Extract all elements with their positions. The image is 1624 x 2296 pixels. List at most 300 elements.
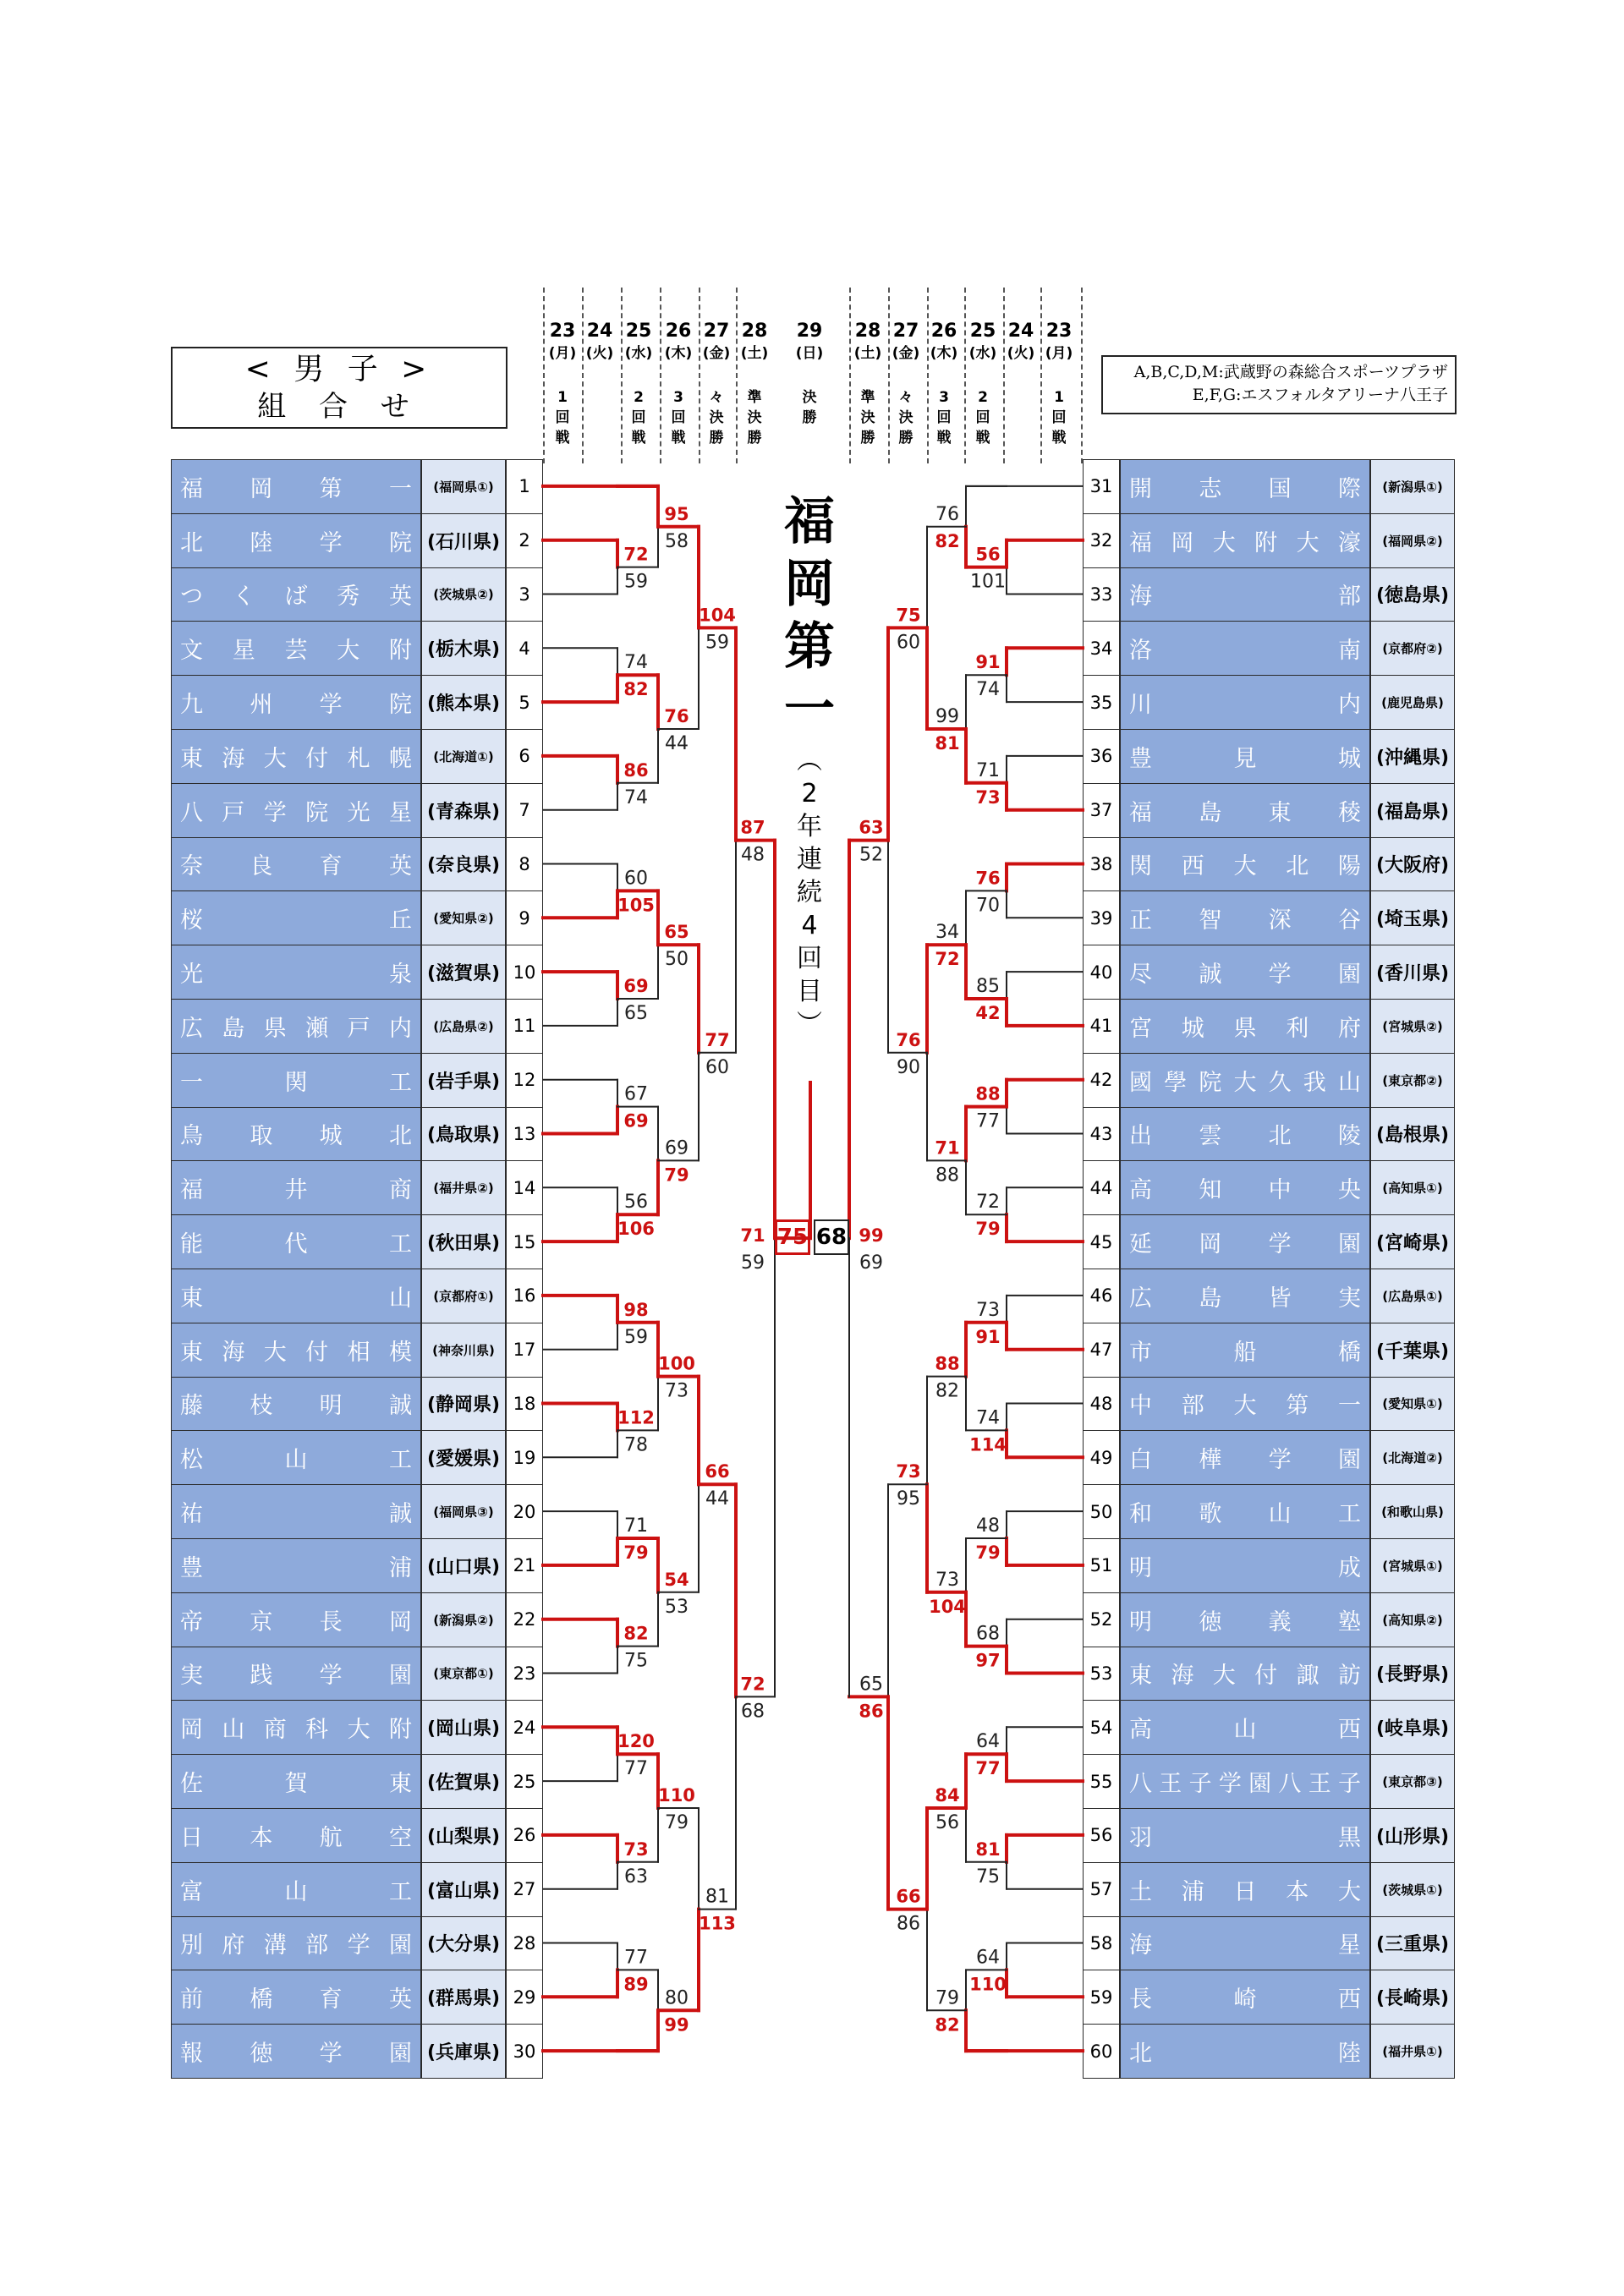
round-label: 3 回 戦 xyxy=(671,389,686,447)
team-prefecture: (岩手県) xyxy=(421,1053,506,1108)
team-prefecture: (静岡県) xyxy=(421,1377,506,1432)
score-label: 104 xyxy=(699,605,736,626)
score-label: 105 xyxy=(617,895,655,916)
team-prefecture: (京都府①) xyxy=(421,1269,506,1323)
score-label: 82 xyxy=(623,1623,649,1644)
score-label: 63 xyxy=(624,1866,648,1888)
score-label: 104 xyxy=(929,1596,966,1617)
score-label: 60 xyxy=(897,632,920,654)
score-label: 52 xyxy=(859,844,883,866)
team-number: 18 xyxy=(506,1377,543,1432)
team-prefecture: (福島県) xyxy=(1370,783,1455,838)
date-day: 24 xyxy=(586,321,613,342)
team-prefecture: (茨城県①) xyxy=(1370,1862,1455,1917)
team-number: 11 xyxy=(506,999,543,1054)
team-number: 30 xyxy=(506,2024,543,2079)
team-prefecture: (島根県) xyxy=(1370,1107,1455,1162)
score-label: 66 xyxy=(705,1461,730,1482)
round-label: 2 回 戦 xyxy=(975,389,990,447)
team-number: 50 xyxy=(1083,1484,1120,1539)
score-label: 95 xyxy=(664,503,689,524)
team-prefecture: (山形県) xyxy=(1370,1808,1455,1863)
score-label: 79 xyxy=(975,1543,1001,1563)
team-number: 60 xyxy=(1083,2024,1120,2079)
date-weekday: (木) xyxy=(664,345,693,362)
score-label: 95 xyxy=(897,1488,920,1510)
team-prefecture: (新潟県①) xyxy=(1370,459,1455,514)
score-label: 69 xyxy=(623,976,649,996)
team-number: 2 xyxy=(506,513,543,568)
score-label: 59 xyxy=(624,571,648,593)
score-label: 79 xyxy=(623,1543,649,1563)
team-number: 32 xyxy=(1083,513,1120,568)
team-name: 桜 丘 xyxy=(171,890,421,945)
round-label: 々 決 勝 xyxy=(898,389,914,447)
team-number: 36 xyxy=(1083,729,1120,784)
score-label: 73 xyxy=(623,1838,649,1860)
team-name: 宮 城 県 利 府 xyxy=(1120,999,1370,1054)
score-label: 42 xyxy=(975,1003,1001,1023)
date-day: 27 xyxy=(892,321,919,342)
team-number: 25 xyxy=(506,1754,543,1809)
date-day: 24 xyxy=(1007,321,1034,342)
date-day: 26 xyxy=(665,321,692,342)
team-name: 海 部 xyxy=(1120,567,1370,622)
score-label: 88 xyxy=(975,1083,1001,1104)
team-number: 26 xyxy=(506,1808,543,1863)
team-name: 八 戸 学 院 光 星 xyxy=(171,783,421,838)
score-label: 86 xyxy=(623,759,649,781)
team-number: 22 xyxy=(506,1592,543,1647)
score-label: 60 xyxy=(705,1056,729,1078)
final-left-score: 75 xyxy=(775,1219,810,1255)
team-number: 39 xyxy=(1083,890,1120,945)
team-name: つ く ば 秀 英 xyxy=(171,567,421,622)
team-name: 川 内 xyxy=(1120,675,1370,730)
team-prefecture: (神奈川県) xyxy=(421,1323,506,1378)
score-label: 86 xyxy=(859,1701,884,1722)
score-label: 91 xyxy=(975,652,1001,673)
score-label: 63 xyxy=(859,817,884,838)
score-label: 72 xyxy=(740,1674,765,1695)
score-label: 72 xyxy=(935,949,960,970)
team-name: 日 本 航 空 xyxy=(171,1808,421,1863)
score-label: 48 xyxy=(976,1515,1000,1537)
score-label: 69 xyxy=(623,1110,649,1132)
team-number: 24 xyxy=(506,1700,543,1755)
team-prefecture: (三重県) xyxy=(1370,1916,1455,1971)
date-day: 26 xyxy=(930,321,957,342)
team-prefecture: (東京都①) xyxy=(421,1647,506,1701)
team-number: 33 xyxy=(1083,567,1120,622)
team-prefecture: (愛知県①) xyxy=(1370,1377,1455,1432)
team-number: 12 xyxy=(506,1053,543,1108)
score-label: 71 xyxy=(624,1515,648,1537)
team-number: 35 xyxy=(1083,675,1120,730)
team-name: 岡 山 商 科 大 附 xyxy=(171,1700,421,1755)
score-label: 81 xyxy=(975,1838,1001,1860)
score-label: 112 xyxy=(617,1407,655,1428)
score-label: 79 xyxy=(665,1812,689,1833)
score-label: 110 xyxy=(658,1785,695,1806)
team-name: 延 岡 学 園 xyxy=(1120,1214,1370,1269)
round-label: 2 回 戦 xyxy=(631,389,646,447)
team-name: 文 星 芸 大 附 xyxy=(171,621,421,676)
score-label: 78 xyxy=(624,1434,648,1456)
score-label: 81 xyxy=(705,1886,729,1908)
team-name: 八 王 子 学 園 八 王 子 xyxy=(1120,1754,1370,1809)
team-name: 海 星 xyxy=(1120,1916,1370,1971)
date-weekday: (金) xyxy=(892,345,920,362)
team-name: 佐 賀 東 xyxy=(171,1754,421,1809)
date-weekday: (水) xyxy=(624,345,653,362)
team-prefecture: (長野県) xyxy=(1370,1647,1455,1701)
score-label: 68 xyxy=(976,1623,1000,1645)
score-label: 50 xyxy=(665,949,689,971)
team-number: 43 xyxy=(1083,1107,1120,1162)
team-number: 1 xyxy=(506,459,543,514)
score-label: 101 xyxy=(970,571,1006,593)
team-prefecture: (宮崎県) xyxy=(1370,1214,1455,1269)
team-name: 帝 京 長 岡 xyxy=(171,1592,421,1647)
team-name: 光 泉 xyxy=(171,945,421,1000)
team-prefecture: (宮城県②) xyxy=(1370,999,1455,1054)
team-number: 51 xyxy=(1083,1538,1120,1593)
team-prefecture: (沖縄県) xyxy=(1370,729,1455,784)
round-label: 準 決 勝 xyxy=(860,389,875,447)
team-number: 4 xyxy=(506,621,543,676)
team-name: 尽 誠 学 園 xyxy=(1120,945,1370,1000)
team-name: 國 學 院 大 久 我 山 xyxy=(1120,1053,1370,1108)
score-label: 76 xyxy=(975,868,1001,889)
score-label: 65 xyxy=(624,1003,648,1024)
team-prefecture: (福岡県①) xyxy=(421,459,506,514)
score-label: 75 xyxy=(896,605,921,626)
score-label: 82 xyxy=(935,2014,960,2036)
team-prefecture: (大分県) xyxy=(421,1916,506,1971)
team-number: 19 xyxy=(506,1430,543,1485)
final-right-score: 68 xyxy=(814,1219,849,1255)
score-label: 75 xyxy=(624,1650,648,1672)
team-prefecture: (北海道①) xyxy=(421,729,506,784)
team-number: 57 xyxy=(1083,1862,1120,1917)
team-number: 56 xyxy=(1083,1808,1120,1863)
team-prefecture: (福岡県③) xyxy=(421,1484,506,1539)
score-label: 81 xyxy=(935,733,960,753)
team-number: 20 xyxy=(506,1484,543,1539)
team-name: 明 成 xyxy=(1120,1538,1370,1593)
team-name: 土 浦 日 本 大 xyxy=(1120,1862,1370,1917)
score-label: 56 xyxy=(975,544,1001,565)
round-label: 々 決 勝 xyxy=(709,389,724,447)
team-prefecture: (富山県) xyxy=(421,1862,506,1917)
team-prefecture: (岡山県) xyxy=(421,1700,506,1755)
score-label: 114 xyxy=(969,1434,1007,1455)
score-label: 58 xyxy=(665,530,689,552)
team-name: 九 州 学 院 xyxy=(171,675,421,730)
score-label: 74 xyxy=(976,1407,1000,1429)
team-name: 奈 良 育 英 xyxy=(171,837,421,892)
score-label: 87 xyxy=(740,817,765,838)
score-label: 73 xyxy=(896,1461,921,1482)
team-name: 東 海 大 付 札 幌 xyxy=(171,729,421,784)
team-name: 松 山 工 xyxy=(171,1430,421,1485)
score-label: 99 xyxy=(859,1225,884,1247)
team-prefecture: (滋賀県) xyxy=(421,945,506,1000)
team-number: 49 xyxy=(1083,1430,1120,1485)
team-prefecture: (東京都②) xyxy=(1370,1053,1455,1108)
team-name: 東 海 大 付 相 模 xyxy=(171,1323,421,1378)
score-label: 89 xyxy=(623,1974,649,1995)
team-number: 6 xyxy=(506,729,543,784)
team-name: 福 島 東 稜 xyxy=(1120,783,1370,838)
team-prefecture: (兵庫県) xyxy=(421,2024,506,2079)
score-label: 71 xyxy=(976,759,1000,781)
team-name: 高 山 西 xyxy=(1120,1700,1370,1755)
team-prefecture: (香川県) xyxy=(1370,945,1455,1000)
score-label: 77 xyxy=(624,1758,648,1780)
team-name: 福 岡 大 附 大 濠 xyxy=(1120,513,1370,568)
round-label: 3 回 戦 xyxy=(936,389,952,447)
date-day: 28 xyxy=(741,321,768,342)
score-label: 72 xyxy=(623,544,649,565)
team-name: 実 践 学 園 xyxy=(171,1647,421,1701)
score-label: 69 xyxy=(859,1252,883,1274)
team-prefecture: (北海道②) xyxy=(1370,1430,1455,1485)
team-prefecture: (栃木県) xyxy=(421,621,506,676)
score-label: 77 xyxy=(705,1029,730,1050)
team-name: 前 橋 育 英 xyxy=(171,1970,421,2025)
team-number: 38 xyxy=(1083,837,1120,892)
team-number: 10 xyxy=(506,945,543,1000)
score-label: 113 xyxy=(699,1913,736,1934)
score-label: 88 xyxy=(935,1353,960,1374)
team-number: 21 xyxy=(506,1538,543,1593)
champion-note: ︵ 2 年 連 続 4 回 目 ︶ xyxy=(797,746,822,1039)
score-label: 85 xyxy=(976,976,1000,997)
score-label: 97 xyxy=(975,1650,1001,1671)
score-label: 69 xyxy=(665,1137,689,1159)
team-name: 出 雲 北 陵 xyxy=(1120,1107,1370,1162)
venue-line2: E,F,G:エスフォルタアリーナ八王子 xyxy=(1192,386,1448,404)
score-label: 59 xyxy=(705,632,729,654)
team-name: 福 岡 第 一 xyxy=(171,459,421,514)
team-name: 関 西 大 北 陽 xyxy=(1120,837,1370,892)
team-prefecture: (茨城県②) xyxy=(421,567,506,622)
champion-name: 福 岡 第 一 xyxy=(784,492,835,739)
team-number: 37 xyxy=(1083,783,1120,838)
team-name: 福 井 商 xyxy=(171,1160,421,1215)
date-weekday: (金) xyxy=(702,345,731,362)
score-label: 68 xyxy=(741,1701,765,1723)
title-line1: < 男 子 > xyxy=(244,352,434,386)
team-number: 27 xyxy=(506,1862,543,1917)
score-label: 77 xyxy=(975,1758,1001,1779)
score-label: 82 xyxy=(935,1380,959,1402)
score-label: 76 xyxy=(896,1029,921,1050)
date-weekday: (火) xyxy=(585,345,614,362)
score-label: 53 xyxy=(665,1596,689,1618)
score-label: 48 xyxy=(741,844,765,866)
team-prefecture: (愛知県②) xyxy=(421,890,506,945)
team-name: 北 陸 xyxy=(1120,2024,1370,2079)
team-number: 54 xyxy=(1083,1700,1120,1755)
team-prefecture: (新潟県②) xyxy=(421,1592,506,1647)
team-name: 正 智 深 谷 xyxy=(1120,890,1370,945)
team-number: 23 xyxy=(506,1647,543,1701)
score-label: 65 xyxy=(664,922,689,943)
round-label: 準 決 勝 xyxy=(747,389,762,447)
team-number: 7 xyxy=(506,783,543,838)
date-weekday: (土) xyxy=(853,345,882,362)
team-prefecture: (福岡県②) xyxy=(1370,513,1455,568)
date-day: 25 xyxy=(625,321,652,342)
team-name: 和 歌 山 工 xyxy=(1120,1484,1370,1539)
score-label: 84 xyxy=(935,1785,960,1806)
round-label: 1 回 戦 xyxy=(555,389,570,447)
score-label: 59 xyxy=(624,1326,648,1348)
score-label: 76 xyxy=(664,706,689,726)
team-number: 47 xyxy=(1083,1323,1120,1378)
team-number: 13 xyxy=(506,1107,543,1162)
team-prefecture: (青森県) xyxy=(421,783,506,838)
score-label: 71 xyxy=(740,1225,765,1247)
team-prefecture: (福井県①) xyxy=(1370,2024,1455,2079)
team-prefecture: (山口県) xyxy=(421,1538,506,1593)
team-name: 長 崎 西 xyxy=(1120,1970,1370,2025)
date-day: 27 xyxy=(703,321,730,342)
team-number: 42 xyxy=(1083,1053,1120,1108)
team-number: 29 xyxy=(506,1970,543,2025)
score-label: 86 xyxy=(897,1913,920,1935)
date-day: 29 xyxy=(796,321,823,342)
team-number: 8 xyxy=(506,837,543,892)
score-label: 82 xyxy=(623,679,649,700)
score-label: 66 xyxy=(896,1886,921,1907)
team-number: 31 xyxy=(1083,459,1120,514)
team-name: 広 島 県 瀬 戸 内 xyxy=(171,999,421,1054)
team-name: 鳥 取 城 北 xyxy=(171,1107,421,1162)
team-prefecture: (宮城県①) xyxy=(1370,1538,1455,1593)
team-number: 17 xyxy=(506,1323,543,1378)
score-label: 99 xyxy=(935,706,959,727)
date-day: 25 xyxy=(969,321,996,342)
team-name: 開 志 国 際 xyxy=(1120,459,1370,514)
date-weekday: (月) xyxy=(1045,345,1073,362)
score-label: 79 xyxy=(935,1987,959,2009)
date-day: 23 xyxy=(549,321,576,342)
score-label: 77 xyxy=(624,1947,648,1969)
date-weekday: (月) xyxy=(548,345,577,362)
score-label: 91 xyxy=(975,1326,1001,1347)
team-name: 広 島 皆 実 xyxy=(1120,1269,1370,1323)
team-prefecture: (群馬県) xyxy=(421,1970,506,2025)
date-weekday: (土) xyxy=(740,345,769,362)
team-number: 5 xyxy=(506,675,543,730)
team-prefecture: (長崎県) xyxy=(1370,1970,1455,2025)
score-label: 99 xyxy=(664,2014,689,2036)
score-label: 90 xyxy=(897,1056,920,1078)
team-name: 能 代 工 xyxy=(171,1214,421,1269)
team-number: 48 xyxy=(1083,1377,1120,1432)
team-name: 豊 見 城 xyxy=(1120,729,1370,784)
team-prefecture: (千葉県) xyxy=(1370,1323,1455,1378)
team-number: 16 xyxy=(506,1269,543,1323)
team-number: 9 xyxy=(506,890,543,945)
team-prefecture: (広島県②) xyxy=(421,999,506,1054)
score-label: 77 xyxy=(976,1110,1000,1132)
team-number: 41 xyxy=(1083,999,1120,1054)
title-line2: 組 合 せ xyxy=(257,390,421,424)
team-prefecture: (秋田県) xyxy=(421,1214,506,1269)
team-name: 北 陸 学 院 xyxy=(171,513,421,568)
team-name: 祐 誠 xyxy=(171,1484,421,1539)
team-prefecture: (佐賀県) xyxy=(421,1754,506,1809)
team-number: 53 xyxy=(1083,1647,1120,1701)
team-number: 59 xyxy=(1083,1970,1120,2025)
score-label: 120 xyxy=(617,1731,655,1752)
score-label: 74 xyxy=(624,786,648,808)
team-name: 報 徳 学 園 xyxy=(171,2024,421,2079)
date-weekday: (水) xyxy=(968,345,997,362)
score-label: 88 xyxy=(935,1164,959,1186)
team-number: 45 xyxy=(1083,1214,1120,1269)
score-label: 98 xyxy=(623,1299,649,1320)
date-day: 23 xyxy=(1045,321,1073,342)
score-label: 80 xyxy=(665,1987,689,2009)
score-label: 75 xyxy=(976,1866,1000,1888)
round-label: 決 勝 xyxy=(802,389,817,426)
team-name: 市 船 橋 xyxy=(1120,1323,1370,1378)
team-prefecture: (岐阜県) xyxy=(1370,1700,1455,1755)
score-label: 34 xyxy=(935,922,959,944)
score-label: 54 xyxy=(664,1569,689,1590)
team-name: 富 山 工 xyxy=(171,1862,421,1917)
team-number: 40 xyxy=(1083,945,1120,1000)
score-label: 64 xyxy=(976,1947,1000,1969)
score-label: 76 xyxy=(935,503,959,525)
team-prefecture: (愛媛県) xyxy=(421,1430,506,1485)
team-number: 34 xyxy=(1083,621,1120,676)
team-prefecture: (福井県②) xyxy=(421,1160,506,1215)
team-number: 52 xyxy=(1083,1592,1120,1647)
round-label: 1 回 戦 xyxy=(1051,389,1067,447)
score-label: 79 xyxy=(664,1164,689,1186)
team-name: 別 府 溝 部 学 園 xyxy=(171,1916,421,1971)
team-number: 3 xyxy=(506,567,543,622)
team-number: 58 xyxy=(1083,1916,1120,1971)
team-prefecture: (京都府②) xyxy=(1370,621,1455,676)
team-prefecture: (熊本県) xyxy=(421,675,506,730)
score-label: 65 xyxy=(859,1674,883,1696)
team-name: 豊 浦 xyxy=(171,1538,421,1593)
team-name: 中 部 大 第 一 xyxy=(1120,1377,1370,1432)
score-label: 73 xyxy=(976,1299,1000,1321)
team-name: 羽 黒 xyxy=(1120,1808,1370,1863)
team-name: 東 海 大 付 諏 訪 xyxy=(1120,1647,1370,1701)
team-number: 28 xyxy=(506,1916,543,1971)
team-name: 一 関 工 xyxy=(171,1053,421,1108)
team-name: 藤 枝 明 誠 xyxy=(171,1377,421,1432)
team-number: 46 xyxy=(1083,1269,1120,1323)
team-prefecture: (鹿児島県) xyxy=(1370,675,1455,730)
score-label: 56 xyxy=(935,1812,959,1833)
team-prefecture: (山梨県) xyxy=(421,1808,506,1863)
team-name: 洛 南 xyxy=(1120,621,1370,676)
score-label: 60 xyxy=(624,868,648,890)
score-label: 79 xyxy=(975,1219,1001,1240)
date-weekday: (火) xyxy=(1007,345,1035,362)
